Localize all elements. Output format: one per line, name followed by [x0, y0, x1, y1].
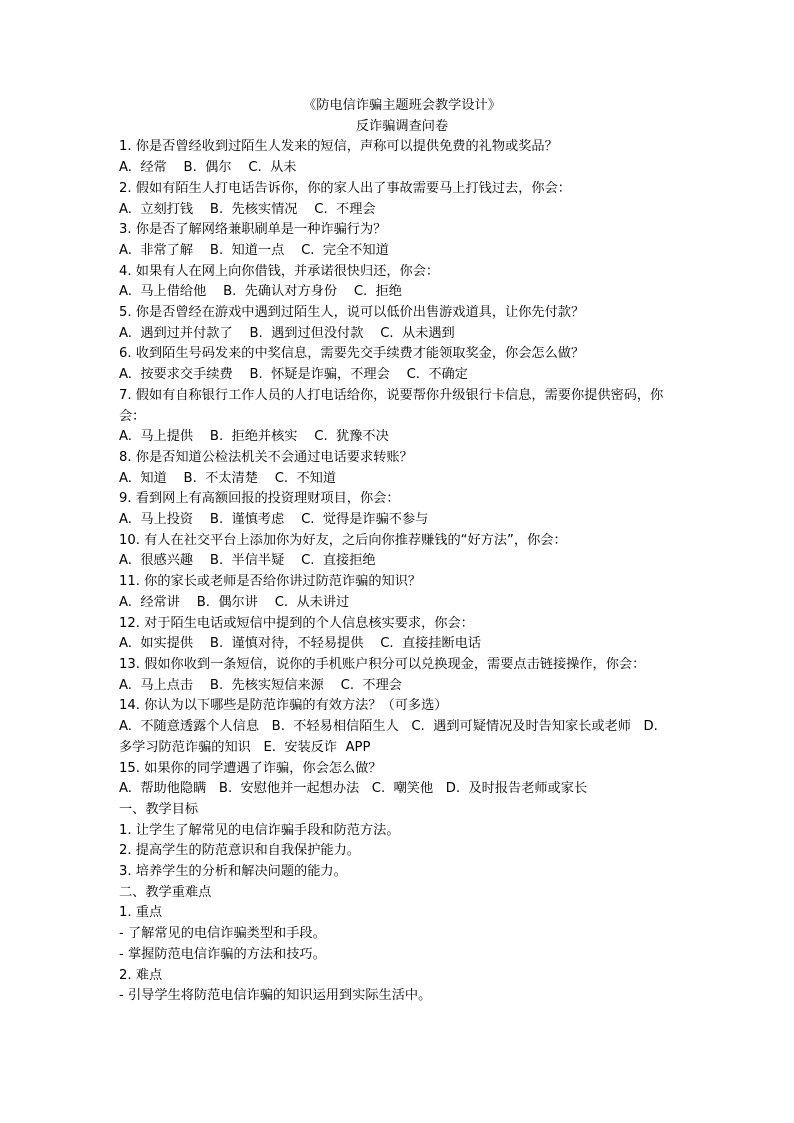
option-a: A. 非常了解 — [119, 242, 194, 258]
question-text: 13. 假如你收到一条短信，说你的手机账户积分可以兑换现金，需要点击链接操作，你会： — [119, 656, 646, 672]
option-c: C. 从未讲过 — [274, 594, 350, 610]
goal-item: 3. 培养学生的分析和解决问题的能力。 — [119, 864, 347, 880]
option-b: B. 不太清楚 — [183, 470, 258, 486]
question-2 — [119, 179, 685, 220]
question-text: 15. 如果你的同学遭遇了诈骗，你会怎么做？ — [119, 760, 382, 776]
question-text: 10. 有人在社交平台上添加你为好友，之后向你推荐赚钱的“好方法”，你会： — [119, 532, 567, 548]
question-text: 7. 假如有自称银行工作人员的人打电话给你，说要帮你升级银行卡信息，需要你提供密码，你会： — [119, 387, 664, 424]
question-12 — [119, 614, 685, 655]
question-options — [119, 510, 685, 531]
question-options — [119, 427, 685, 448]
question-options — [119, 717, 685, 738]
question-options — [119, 365, 685, 386]
question-3 — [119, 220, 685, 261]
option-b: B. 不轻易相信陌生人 — [271, 719, 399, 735]
question-text: 12. 对于陌生电话或短信中提到的个人信息核实要求，你会： — [119, 615, 474, 631]
question-text: 5. 你是否曾经在游戏中遇到过陌生人，说可以低价出售游戏道具，让你先付款？ — [119, 305, 585, 321]
question-options — [119, 593, 685, 614]
key-point-item: - 掌握防范电信诈骗的方法和技巧。 — [119, 946, 326, 962]
option-b: B. 先核实短信来源 — [209, 677, 324, 693]
question-14 — [119, 696, 685, 758]
option-d: D. 及时报告老师或家长 — [445, 781, 588, 797]
option-c: C. 不知道 — [274, 470, 337, 486]
option-a: A. 知道 — [119, 470, 167, 486]
option-c: C. 遇到可疑情况及时告知家长或老师 — [411, 719, 631, 735]
option-b: B. 先确认对方身份 — [223, 284, 338, 300]
difficulty-label: 2. 难点 — [119, 967, 163, 983]
option-a: A. 按要求交手续费 — [119, 367, 233, 383]
option-b: B. 知道一点 — [209, 242, 285, 258]
option-a: A. 马上借给他 — [119, 284, 207, 300]
goal-item: 2. 提高学生的防范意识和自我保护能力。 — [119, 843, 360, 859]
option-b: B. 谨慎考虑 — [209, 512, 285, 528]
question-text: 1. 你是否曾经收到过陌生人发来的短信，声称可以提供免费的礼物或奖品？ — [119, 139, 558, 155]
option-c: C. 嘲笑他 — [371, 781, 434, 797]
question-8 — [119, 448, 685, 489]
question-4 — [119, 262, 685, 303]
option-c: C. 从未 — [248, 160, 297, 176]
question-text: 14. 你认为以下哪些是防范诈骗的有效方法？（可多选） — [119, 698, 448, 714]
option-a: A. 经常 — [119, 160, 167, 176]
option-b: B. 安慰他并一起想办法 — [218, 781, 360, 797]
question-5 — [119, 303, 685, 344]
document-title: 《防电信诈骗主题班会教学设计》 — [303, 98, 501, 113]
section-heading-key-difficult: 二、教学重难点 — [119, 884, 212, 900]
difficulty-item: - 引导学生将防范电信诈骗的知识运用到实际生活中。 — [119, 988, 432, 1004]
option-c: C. 完全不知道 — [301, 242, 389, 258]
option-c: C. 直接拒绝 — [301, 553, 376, 569]
question-text: 3. 你是否了解网络兼职刷单是一种诈骗行为？ — [119, 222, 387, 238]
option-c: C. 犹豫不决 — [314, 429, 389, 445]
key-point-label: 1. 重点 — [119, 905, 163, 921]
question-6 — [119, 344, 685, 385]
question-11 — [119, 572, 685, 613]
question-text: 6. 收到陌生号码发来的中奖信息，需要先交手续费才能领取奖金，你会怎么做？ — [119, 346, 585, 362]
question-options — [119, 469, 685, 490]
option-a: A. 经常讲 — [119, 594, 180, 610]
question-options — [119, 200, 685, 221]
option-a: A. 遇到过并付款了 — [119, 325, 233, 341]
question-text: 4. 如果有人在网上向你借钱，并承诺很快归还，你会： — [119, 263, 440, 279]
option-a: A. 如实提供 — [119, 636, 194, 652]
question-options-continued — [119, 738, 685, 759]
option-c: C. 从未遇到 — [380, 325, 455, 341]
question-options — [119, 551, 685, 572]
question-options — [119, 779, 685, 800]
option-c: C. 不确定 — [406, 367, 468, 383]
question-options — [119, 634, 685, 655]
option-b: B. 先核实情况 — [209, 201, 298, 217]
option-c: C. 不理会 — [340, 677, 402, 693]
option-d-text: 多学习防范诈骗的知识 — [119, 739, 251, 755]
key-point-item: - 了解常见的电信诈骗类型和手段。 — [119, 926, 326, 942]
option-a: A. 马上提供 — [119, 429, 194, 445]
option-e: E. 安装反诈 APP — [263, 739, 371, 755]
option-b: B. 怀疑是诈骗，不理会 — [249, 367, 390, 383]
option-b: B. 偶尔 — [183, 160, 232, 176]
option-b: B. 拒绝并核实 — [209, 429, 298, 445]
option-a: A. 很感兴趣 — [119, 553, 194, 569]
question-text: 11. 你的家长或老师是否给你讲过防范诈骗的知识？ — [119, 574, 422, 590]
option-c: C. 直接挂断电话 — [380, 636, 482, 652]
option-a: A. 马上点击 — [119, 677, 194, 693]
option-c: C. 不理会 — [314, 201, 376, 217]
question-options — [119, 324, 685, 345]
goal-item: 1. 让学生了解常见的电信诈骗手段和防范方法。 — [119, 822, 400, 838]
question-13 — [119, 655, 685, 696]
option-c: C. 觉得是诈骗不参与 — [301, 512, 429, 528]
question-9 — [119, 489, 685, 530]
option-b: B. 遇到过但没付款 — [249, 325, 364, 341]
option-b: B. 谨慎对待，不轻易提供 — [209, 636, 364, 652]
option-b: B. 偶尔讲 — [196, 594, 258, 610]
option-a: A. 帮助他隐瞒 — [119, 781, 207, 797]
question-10 — [119, 531, 685, 572]
question-options — [119, 158, 685, 179]
question-1 — [119, 137, 685, 178]
option-c: C. 拒绝 — [353, 284, 402, 300]
document-subtitle: 反诈骗调查问卷 — [355, 118, 449, 134]
option-d-label: D. — [643, 719, 658, 735]
document-content — [119, 96, 685, 1007]
option-b: B. 半信半疑 — [209, 553, 285, 569]
question-text: 9. 看到网上有高额回报的投资理财项目，你会： — [119, 491, 400, 507]
section-heading-goals: 一、教学目标 — [119, 801, 199, 817]
question-text: 8. 你是否知道公检法机关不会通过电话要求转账？ — [119, 449, 413, 465]
option-a: A. 不随意透露个人信息 — [119, 719, 260, 735]
question-options — [119, 676, 685, 697]
question-text: 2. 假如有陌生人打电话告诉你，你的家人出了事故需要马上打钱过去，你会： — [119, 180, 571, 196]
question-15 — [119, 759, 685, 800]
option-a: A. 立刻打钱 — [119, 201, 194, 217]
question-options — [119, 241, 685, 262]
question-options — [119, 282, 685, 303]
option-a: A. 马上投资 — [119, 512, 194, 528]
question-7 — [119, 386, 685, 448]
